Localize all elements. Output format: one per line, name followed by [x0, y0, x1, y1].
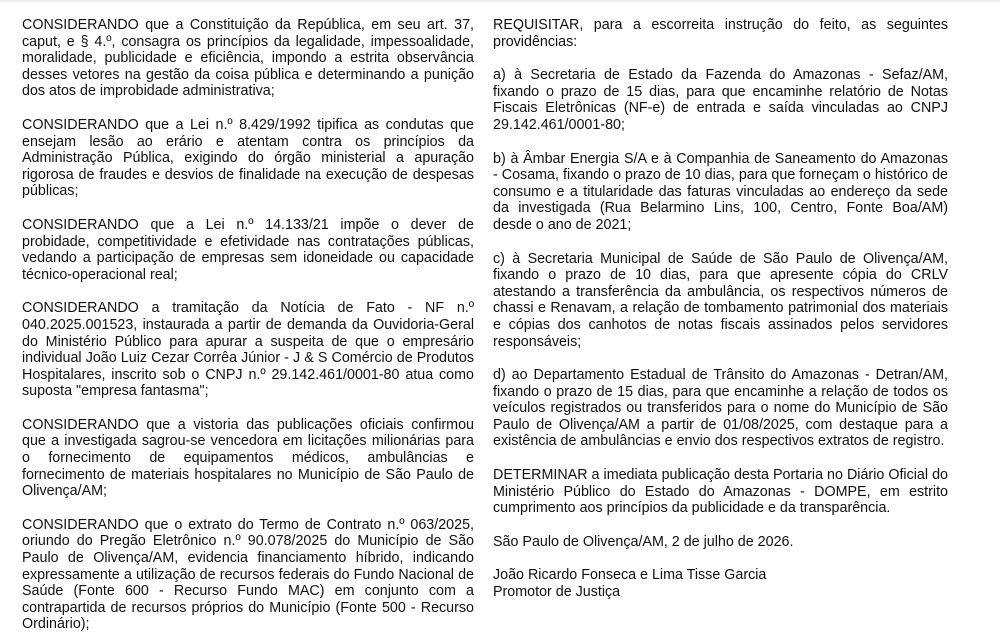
requisition-item-d: d) ao Departamento Estadual de Trânsito do Amazonas - Detran/AM, fixando o prazo de 15 dias, para que encaminhe a relação de todos os veículos registrados ou transferidos para o nome do Município de São Paulo de Olivença/AM a partir de 01/08/2025, com destaque para a existência de ambulâncias e envio dos respectivos extratos de registro.	[493, 367, 948, 450]
considerando-constituicao-paragraph: CONSIDERANDO que a Constituição da República, em seu art. 37, caput, e § 4.º, consagra os princípios da legalidade, impessoalidade, moralidade, publicidade e eficiência, impondo a estrita observância desses vetores na gestão da coisa pública e determinando a punição dos atos de improbidade administrativa;	[22, 17, 474, 100]
requisition-item-c: c) à Secretaria Municipal de Saúde de São Paulo de Olivença/AM, fixando o prazo de 10 dias, para que apresente cópia do CRLV atestando a transferência da ambulância, os respectivos números de chassi e Renavam, a relação de tombamento patrimonial dos materiais e cópias dos canhotos de notas fiscais assinados pelos servidores responsáveis;	[493, 250, 948, 350]
signer-title: Promotor de Justiça	[493, 584, 621, 601]
considerando-termo-contrato-paragraph: CONSIDERANDO que o extrato do Termo de Contrato n.º 063/2025, oriundo do Pregão Eletrônico n.º 90.078/2025 do Município de São Paulo de Olivença/AM, evidencia financiamento híbrido, indicando expressamente a utilização de recursos federais do Fundo Nacional de Saúde (Fonte 600 - Recurso Fundo MAC) em conjunto com a contrapartida de recursos próprios do Município (Fonte 500 - Recurso Ordinário);	[22, 516, 474, 633]
requisition-item-a: a) à Secretaria de Estado da Fazenda do Amazonas - Sefaz/AM, fixando o prazo de 15 dias, para que encaminhe relatório de Notas Fiscais Eletrônicas (NF-e) de entrada e saída vinculadas ao CNPJ 29.142.461/0001-80;	[493, 67, 948, 133]
considerando-vistoria-paragraph: CONSIDERANDO que a vistoria das publicações oficiais confirmou que a investigada sagrou-se vencedora em licitações milionárias para o fornecimento de equipamentos médicos, ambulâncias e fornecimento de materiais hospitalares no Município de São Paulo de Olivença/AM;	[22, 416, 474, 500]
signer-name: João Ricardo Fonseca e Lima Tisse Garcia	[493, 567, 767, 584]
left-column	[22, 17, 474, 633]
requisition-item-b: b) à Âmbar Energia S/A e à Companhia de Saneamento do Amazonas - Cosama, fixando o prazo de 10 dias, para que forneçam o histórico de consumo e a titularidade das faturas vinculadas ao endereço da sede da investigada (Rua Belarmino Lins, 100, Centro, Fonte Boa/AM) desde o ano de 2021;	[493, 150, 948, 233]
right-column	[493, 17, 948, 601]
considerando-lei-8429-paragraph: CONSIDERANDO que a Lei n.º 8.429/1992 tipifica as condutas que ensejam lesão ao erário e atentam contra os princípios da Administração Pública, exigindo do órgão ministerial a apuração rigorosa de fraudes e desvios de finalidade na execução de despesas públicas;	[22, 116, 474, 200]
page-top-edge	[0, 0, 1000, 3]
determinar-paragraph: DETERMINAR a imediata publicação desta Portaria no Diário Oficial do Ministério Público do Estado do Amazonas - DOMPE, em estrito cumprimento aos princípios da publicidade e da transparência.	[493, 467, 948, 517]
considerando-noticia-de-fato-paragraph: CONSIDERANDO a tramitação da Notícia de Fato - NF n.º 040.2025.001523, instaurada a partir de demanda da Ouvidoria-Geral do Ministério Público para apurar a suspeita de que o empresário individual João Luiz Cezar Corrêa Júnior - J & S Comércio de Produtos Hospitalares, inscrito sob o CNPJ n.º 29.142.461/0001-80 atua como suposta "empresa fantasma";	[22, 300, 474, 400]
place-date: São Paulo de Olivença/AM, 2 de julho de 2026.	[493, 533, 794, 550]
requisitar-paragraph: REQUISITAR, para a escorreita instrução do feito, as seguintes providências:	[493, 17, 948, 50]
considerando-lei-14133-paragraph: CONSIDERANDO que a Lei n.º 14.133/21 impõe o dever de probidade, competitividade e efetividade nas contratações públicas, vedando a participação de empresas sem idoneidade ou capacidade técnico-operacional real;	[22, 216, 474, 283]
